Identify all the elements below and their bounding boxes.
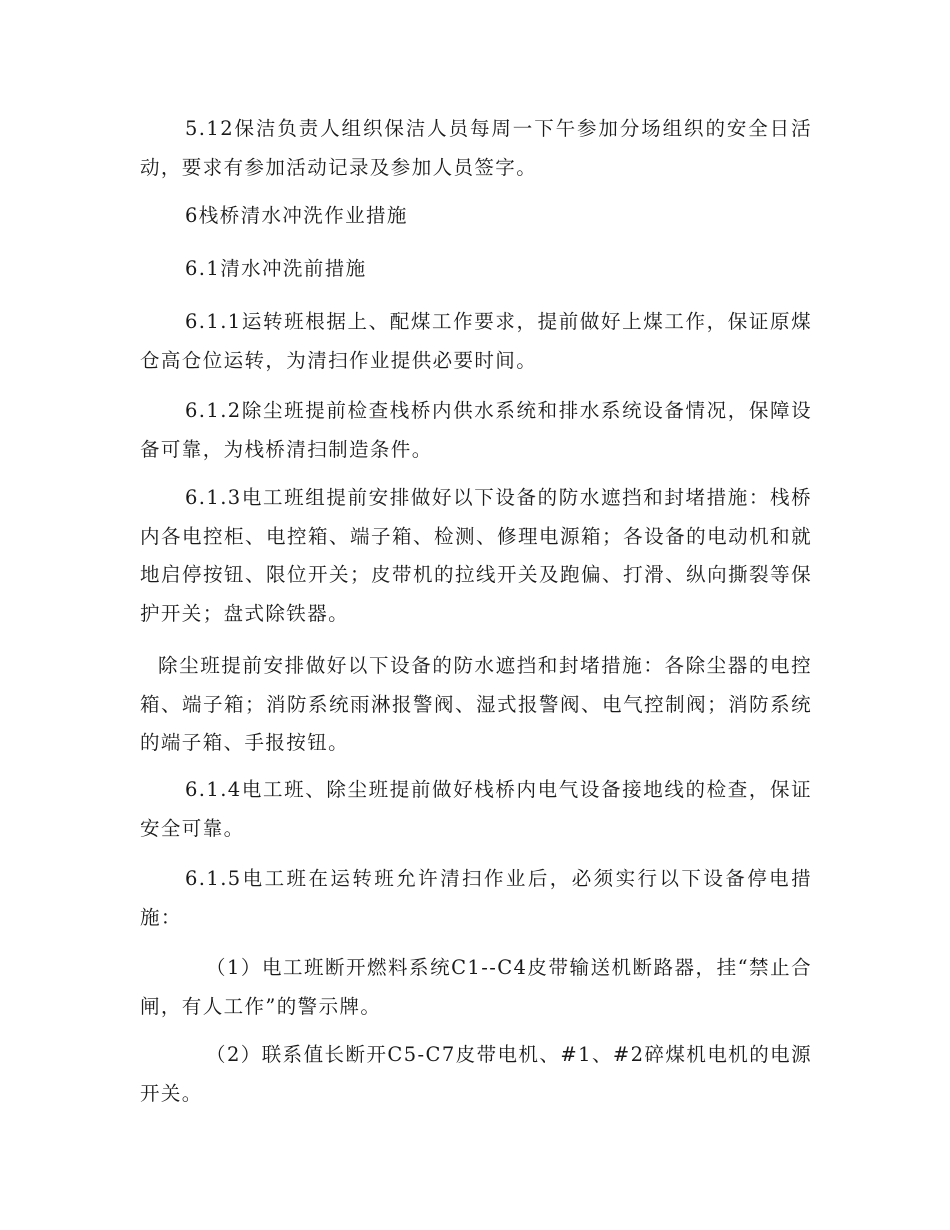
paragraph-6-1-3: 6.1.3电工班组提前安排做好以下设备的防水遮挡和封堵措施：栈桥内各电控柜、电控箱、端子箱、检测、修理电源箱；各设备的电动机和就地启停按钮、限位开关；皮带机的拉线开关及跑偏、打滑、纵向撕裂等保护开关；盘式除铁器。 xyxy=(140,486,812,625)
list-item-1: （1）电工班断开燃料系统C1--C4皮带输送机断路器，挂“禁止合闸，有人工作”的警示牌。 xyxy=(140,956,812,1018)
paragraph-6-1-1: 6.1.1运转班根据上、配煤工作要求，提前做好上煤工作，保证原煤仓高仓位运转，为清扫作业提供必要时间。 xyxy=(140,310,812,372)
paragraph-6-1-4: 6.1.4电工班、除尘班提前做好栈桥内电气设备接地线的检查，保证安全可靠。 xyxy=(140,778,812,840)
paragraph-dust-removal: 除尘班提前安排做好以下设备的防水遮挡和封堵措施：各除尘器的电控箱、端子箱；消防系统雨淋报警阀、湿式报警阀、电气控制阀；消防系统的端子箱、手报按钮。 xyxy=(140,654,812,754)
list-item-2: （2）联系值长断开C5-C7皮带电机、#1、#2碎煤机电机的电源开关。 xyxy=(140,1043,812,1105)
paragraph-5-12: 5.12保洁负责人组织保洁人员每周一下午参加分场组织的安全日活动，要求有参加活动记录及参加人员签字。 xyxy=(140,117,812,179)
paragraph-6-1-5: 6.1.5电工班在运转班允许清扫作业后，必须实行以下设备停电措施： xyxy=(140,867,812,929)
subsection-heading-6-1: 6.1清水冲洗前措施 xyxy=(185,257,367,280)
section-heading-6: 6栈桥清水冲洗作业措施 xyxy=(185,204,408,227)
paragraph-6-1-2: 6.1.2除尘班提前检查栈桥内供水系统和排水系统设备情况，保障设备可靠，为栈桥清扫制造条件。 xyxy=(140,399,812,461)
